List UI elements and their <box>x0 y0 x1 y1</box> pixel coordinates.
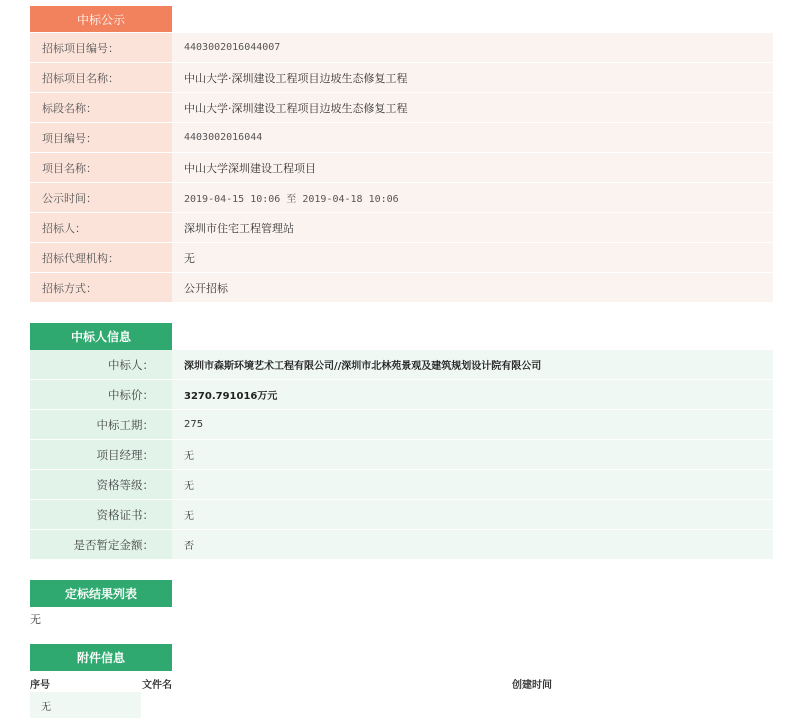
row-value: 否 <box>172 530 773 559</box>
row-label: 招标人： <box>30 213 172 242</box>
row-label: 招标方式： <box>30 273 172 302</box>
column-header-index: 序号 <box>30 680 50 691</box>
row-value: 无 <box>172 470 773 499</box>
row-value: 275 <box>172 410 773 439</box>
row-value: 公开招标 <box>172 273 773 302</box>
row-label: 项目编号： <box>30 123 172 152</box>
table-row <box>30 440 773 470</box>
table-row <box>30 273 773 303</box>
row-value: 无 <box>172 440 773 469</box>
row-value: 3270.791016万元 <box>172 380 773 409</box>
row-label: 招标项目名称： <box>30 63 172 92</box>
attachments-tab[interactable]: 附件信息 <box>30 644 172 671</box>
row-label: 标段名称： <box>30 93 172 122</box>
result-list-tab[interactable]: 定标结果列表 <box>30 580 172 607</box>
award-notice-table <box>30 33 773 303</box>
table-row <box>30 93 773 123</box>
table-row <box>30 183 773 213</box>
table-row <box>30 63 773 93</box>
award-notice-tab[interactable]: 中标公示 <box>30 6 172 32</box>
winner-info-table <box>30 350 773 560</box>
row-label: 项目名称： <box>30 153 172 182</box>
column-header-created-time: 创建时间 <box>512 680 552 691</box>
row-label: 公示时间： <box>30 183 172 212</box>
row-label: 中标价： <box>30 380 172 409</box>
row-label: 中标人： <box>30 350 172 379</box>
row-value: 中山大学·深圳建设工程项目边坡生态修复工程 <box>172 93 773 122</box>
row-label: 招标项目编号： <box>30 33 172 62</box>
table-row <box>30 213 773 243</box>
row-label: 招标代理机构： <box>30 243 172 272</box>
row-label: 资格等级： <box>30 470 172 499</box>
table-row <box>30 33 773 63</box>
row-value: 无 <box>172 500 773 529</box>
winner-info-tab[interactable]: 中标人信息 <box>30 323 172 350</box>
row-label: 资格证书： <box>30 500 172 529</box>
table-row <box>30 380 773 410</box>
row-value: 2019-04-15 10:06 至 2019-04-18 10:06 <box>172 183 773 212</box>
row-label: 项目经理： <box>30 440 172 469</box>
row-value: 中山大学·深圳建设工程项目边坡生态修复工程 <box>172 63 773 92</box>
attachment-empty-row: 无 <box>30 692 141 718</box>
row-label: 是否暂定金额： <box>30 530 172 559</box>
table-row <box>30 500 773 530</box>
row-value: 4403002016044 <box>172 123 773 152</box>
result-list-content: 无 <box>30 613 41 626</box>
column-header-filename: 文件名 <box>142 680 172 691</box>
table-row <box>30 243 773 273</box>
row-label: 中标工期： <box>30 410 172 439</box>
row-value: 4403002016044007 <box>172 33 773 62</box>
row-value: 无 <box>172 243 773 272</box>
table-row <box>30 410 773 440</box>
table-row <box>30 123 773 153</box>
table-row <box>30 350 773 380</box>
table-row <box>30 530 773 560</box>
table-row <box>30 470 773 500</box>
row-value: 深圳市森斯环境艺术工程有限公司//深圳市北林苑景观及建筑规划设计院有限公司 <box>172 350 773 379</box>
row-value: 中山大学深圳建设工程项目 <box>172 153 773 182</box>
table-row <box>30 153 773 183</box>
row-value: 深圳市住宅工程管理站 <box>172 213 773 242</box>
